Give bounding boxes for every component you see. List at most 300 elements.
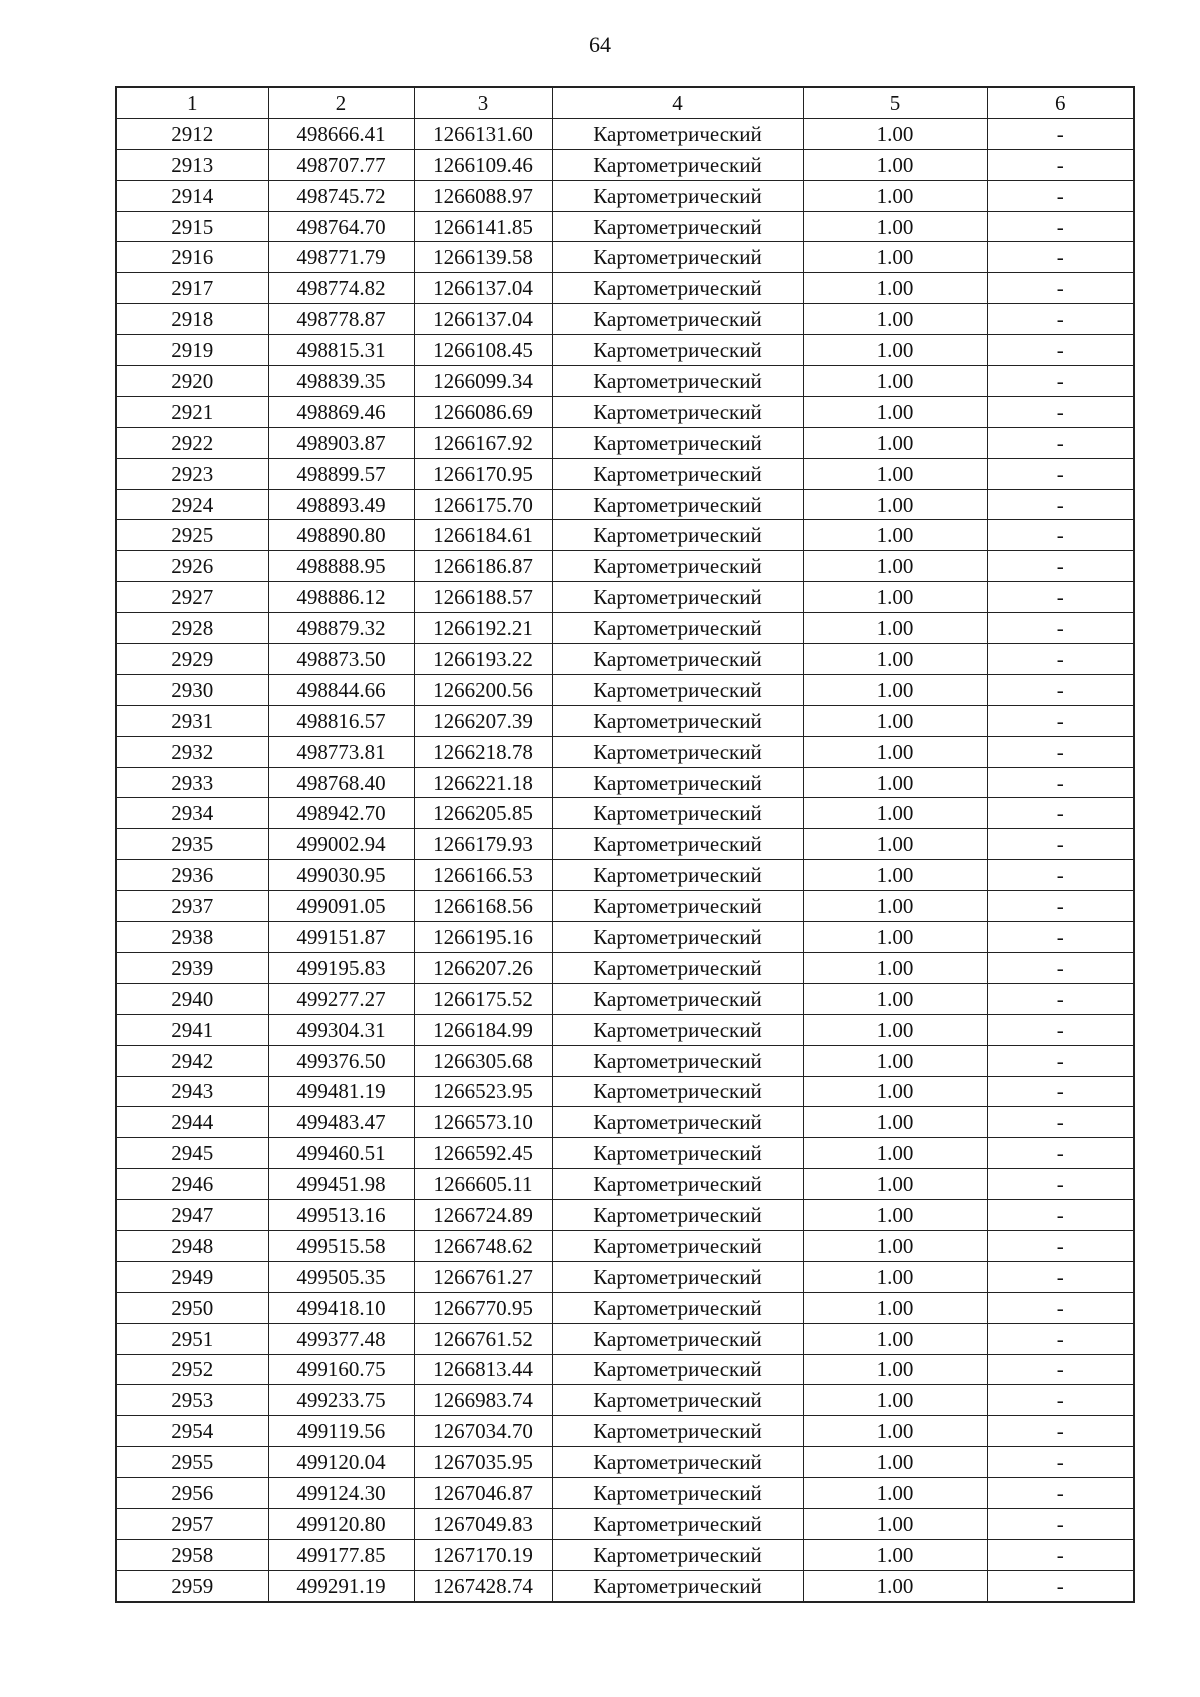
point-number-cell: 2949	[116, 1261, 268, 1292]
point-number-cell: 2953	[116, 1385, 268, 1416]
y-coordinate-cell: 1267046.87	[414, 1478, 552, 1509]
point-number-cell: 2948	[116, 1230, 268, 1261]
accuracy-cell: 1.00	[803, 366, 987, 397]
x-coordinate-cell: 498768.40	[268, 767, 414, 798]
point-number-cell: 2957	[116, 1508, 268, 1539]
point-number-cell: 2927	[116, 582, 268, 613]
description-cell: -	[987, 1478, 1134, 1509]
accuracy-cell: 1.00	[803, 1014, 987, 1045]
method-cell: Картометрический	[552, 674, 803, 705]
method-cell: Картометрический	[552, 1107, 803, 1138]
description-cell: -	[987, 1076, 1134, 1107]
point-number-cell: 2934	[116, 798, 268, 829]
accuracy-cell: 1.00	[803, 860, 987, 891]
description-cell: -	[987, 458, 1134, 489]
point-number-cell: 2933	[116, 767, 268, 798]
description-cell: -	[987, 1169, 1134, 1200]
table-row	[116, 1045, 1134, 1076]
table-row	[116, 983, 1134, 1014]
point-number-cell: 2940	[116, 983, 268, 1014]
accuracy-cell: 1.00	[803, 736, 987, 767]
y-coordinate-cell: 1266305.68	[414, 1045, 552, 1076]
y-coordinate-cell: 1266748.62	[414, 1230, 552, 1261]
table-row	[116, 1076, 1134, 1107]
point-number-cell: 2926	[116, 551, 268, 582]
x-coordinate-cell: 498879.32	[268, 613, 414, 644]
table-row	[116, 489, 1134, 520]
table-row	[116, 644, 1134, 675]
description-cell: -	[987, 891, 1134, 922]
table-row	[116, 1261, 1134, 1292]
accuracy-cell: 1.00	[803, 1261, 987, 1292]
point-number-cell: 2921	[116, 396, 268, 427]
description-cell: -	[987, 1323, 1134, 1354]
accuracy-cell: 1.00	[803, 1570, 987, 1601]
method-cell: Картометрический	[552, 1014, 803, 1045]
description-cell: -	[987, 582, 1134, 613]
accuracy-cell: 1.00	[803, 829, 987, 860]
accuracy-cell: 1.00	[803, 1447, 987, 1478]
table-row	[116, 705, 1134, 736]
method-cell: Картометрический	[552, 613, 803, 644]
accuracy-cell: 1.00	[803, 1230, 987, 1261]
description-cell: -	[987, 1200, 1134, 1231]
method-cell: Картометрический	[552, 582, 803, 613]
method-cell: Картометрический	[552, 520, 803, 551]
accuracy-cell: 1.00	[803, 273, 987, 304]
accuracy-cell: 1.00	[803, 1138, 987, 1169]
y-coordinate-cell: 1266088.97	[414, 180, 552, 211]
accuracy-cell: 1.00	[803, 458, 987, 489]
point-number-cell: 2919	[116, 335, 268, 366]
x-coordinate-cell: 498745.72	[268, 180, 414, 211]
table-row	[116, 180, 1134, 211]
method-cell: Картометрический	[552, 705, 803, 736]
method-cell: Картометрический	[552, 273, 803, 304]
method-cell: Картометрический	[552, 1076, 803, 1107]
y-coordinate-cell: 1267035.95	[414, 1447, 552, 1478]
x-coordinate-cell: 498816.57	[268, 705, 414, 736]
description-cell: -	[987, 366, 1134, 397]
x-coordinate-cell: 498707.77	[268, 149, 414, 180]
y-coordinate-cell: 1266139.58	[414, 242, 552, 273]
method-cell: Картометрический	[552, 1478, 803, 1509]
accuracy-cell: 1.00	[803, 304, 987, 335]
y-coordinate-cell: 1266099.34	[414, 366, 552, 397]
table-row	[116, 1107, 1134, 1138]
x-coordinate-cell: 498764.70	[268, 211, 414, 242]
method-cell: Картометрический	[552, 335, 803, 366]
method-cell: Картометрический	[552, 983, 803, 1014]
table-row	[116, 396, 1134, 427]
accuracy-cell: 1.00	[803, 335, 987, 366]
table-header-row	[116, 87, 1134, 118]
accuracy-cell: 1.00	[803, 922, 987, 953]
description-cell: -	[987, 1354, 1134, 1385]
y-coordinate-cell: 1266086.69	[414, 396, 552, 427]
description-cell: -	[987, 1014, 1134, 1045]
accuracy-cell: 1.00	[803, 242, 987, 273]
point-number-cell: 2920	[116, 366, 268, 397]
description-cell: -	[987, 427, 1134, 458]
y-coordinate-cell: 1267034.70	[414, 1416, 552, 1447]
x-coordinate-cell: 499120.04	[268, 1447, 414, 1478]
point-number-cell: 2943	[116, 1076, 268, 1107]
description-cell: -	[987, 705, 1134, 736]
table-row	[116, 304, 1134, 335]
accuracy-cell: 1.00	[803, 582, 987, 613]
accuracy-cell: 1.00	[803, 1045, 987, 1076]
accuracy-cell: 1.00	[803, 767, 987, 798]
method-cell: Картометрический	[552, 1292, 803, 1323]
description-cell: -	[987, 1045, 1134, 1076]
x-coordinate-cell: 499151.87	[268, 922, 414, 953]
point-number-cell: 2912	[116, 118, 268, 149]
table-row	[116, 1539, 1134, 1570]
method-cell: Картометрический	[552, 952, 803, 983]
description-cell: -	[987, 736, 1134, 767]
x-coordinate-cell: 499091.05	[268, 891, 414, 922]
y-coordinate-cell: 1266175.70	[414, 489, 552, 520]
method-cell: Картометрический	[552, 1323, 803, 1354]
x-coordinate-cell: 498869.46	[268, 396, 414, 427]
column-header-1: 1	[116, 87, 268, 118]
method-cell: Картометрический	[552, 1138, 803, 1169]
method-cell: Картометрический	[552, 1416, 803, 1447]
description-cell: -	[987, 551, 1134, 582]
method-cell: Картометрический	[552, 1385, 803, 1416]
accuracy-cell: 1.00	[803, 1292, 987, 1323]
point-number-cell: 2956	[116, 1478, 268, 1509]
table-row	[116, 1508, 1134, 1539]
y-coordinate-cell: 1266813.44	[414, 1354, 552, 1385]
point-number-cell: 2942	[116, 1045, 268, 1076]
table-row	[116, 736, 1134, 767]
point-number-cell: 2947	[116, 1200, 268, 1231]
description-cell: -	[987, 1416, 1134, 1447]
table-row	[116, 1200, 1134, 1231]
x-coordinate-cell: 498893.49	[268, 489, 414, 520]
y-coordinate-cell: 1266179.93	[414, 829, 552, 860]
description-cell: -	[987, 273, 1134, 304]
description-cell: -	[987, 644, 1134, 675]
method-cell: Картометрический	[552, 1354, 803, 1385]
x-coordinate-cell: 499277.27	[268, 983, 414, 1014]
y-coordinate-cell: 1266207.39	[414, 705, 552, 736]
accuracy-cell: 1.00	[803, 427, 987, 458]
x-coordinate-cell: 499030.95	[268, 860, 414, 891]
description-cell: -	[987, 1230, 1134, 1261]
point-number-cell: 2930	[116, 674, 268, 705]
x-coordinate-cell: 498899.57	[268, 458, 414, 489]
description-cell: -	[987, 149, 1134, 180]
accuracy-cell: 1.00	[803, 118, 987, 149]
point-number-cell: 2939	[116, 952, 268, 983]
table-row	[116, 891, 1134, 922]
description-cell: -	[987, 829, 1134, 860]
column-header-2: 2	[268, 87, 414, 118]
point-number-cell: 2951	[116, 1323, 268, 1354]
description-cell: -	[987, 1539, 1134, 1570]
x-coordinate-cell: 499160.75	[268, 1354, 414, 1385]
x-coordinate-cell: 498903.87	[268, 427, 414, 458]
description-cell: -	[987, 767, 1134, 798]
table-row	[116, 1014, 1134, 1045]
point-number-cell: 2959	[116, 1570, 268, 1601]
y-coordinate-cell: 1267170.19	[414, 1539, 552, 1570]
accuracy-cell: 1.00	[803, 1169, 987, 1200]
x-coordinate-cell: 498778.87	[268, 304, 414, 335]
point-number-cell: 2913	[116, 149, 268, 180]
table-row	[116, 1447, 1134, 1478]
y-coordinate-cell: 1266137.04	[414, 304, 552, 335]
point-number-cell: 2925	[116, 520, 268, 551]
page-number: 64	[589, 32, 611, 57]
table-row	[116, 458, 1134, 489]
y-coordinate-cell: 1266592.45	[414, 1138, 552, 1169]
point-number-cell: 2928	[116, 613, 268, 644]
method-cell: Картометрический	[552, 1045, 803, 1076]
y-coordinate-cell: 1266188.57	[414, 582, 552, 613]
table-row	[116, 1478, 1134, 1509]
accuracy-cell: 1.00	[803, 1107, 987, 1138]
accuracy-cell: 1.00	[803, 613, 987, 644]
description-cell: -	[987, 1447, 1134, 1478]
y-coordinate-cell: 1266109.46	[414, 149, 552, 180]
x-coordinate-cell: 499481.19	[268, 1076, 414, 1107]
method-cell: Картометрический	[552, 1508, 803, 1539]
y-coordinate-cell: 1266195.16	[414, 922, 552, 953]
y-coordinate-cell: 1266761.27	[414, 1261, 552, 1292]
point-number-cell: 2918	[116, 304, 268, 335]
y-coordinate-cell: 1266186.87	[414, 551, 552, 582]
y-coordinate-cell: 1266573.10	[414, 1107, 552, 1138]
y-coordinate-cell: 1266221.18	[414, 767, 552, 798]
x-coordinate-cell: 499002.94	[268, 829, 414, 860]
description-cell: -	[987, 396, 1134, 427]
table-row	[116, 118, 1134, 149]
point-number-cell: 2929	[116, 644, 268, 675]
method-cell: Картометрический	[552, 736, 803, 767]
table-row	[116, 1570, 1134, 1601]
coordinates-table	[115, 86, 1135, 1603]
x-coordinate-cell: 499515.58	[268, 1230, 414, 1261]
y-coordinate-cell: 1266192.21	[414, 613, 552, 644]
x-coordinate-cell: 499119.56	[268, 1416, 414, 1447]
y-coordinate-cell: 1266200.56	[414, 674, 552, 705]
table-row	[116, 335, 1134, 366]
table-row	[116, 273, 1134, 304]
description-cell: -	[987, 335, 1134, 366]
y-coordinate-cell: 1266184.99	[414, 1014, 552, 1045]
table-row	[116, 520, 1134, 551]
description-cell: -	[987, 1508, 1134, 1539]
method-cell: Картометрический	[552, 458, 803, 489]
table-row	[116, 1138, 1134, 1169]
point-number-cell: 2945	[116, 1138, 268, 1169]
x-coordinate-cell: 499513.16	[268, 1200, 414, 1231]
accuracy-cell: 1.00	[803, 211, 987, 242]
point-number-cell: 2931	[116, 705, 268, 736]
column-header-5: 5	[803, 87, 987, 118]
y-coordinate-cell: 1266166.53	[414, 860, 552, 891]
method-cell: Картометрический	[552, 396, 803, 427]
point-number-cell: 2916	[116, 242, 268, 273]
x-coordinate-cell: 498873.50	[268, 644, 414, 675]
y-coordinate-cell: 1266167.92	[414, 427, 552, 458]
description-cell: -	[987, 798, 1134, 829]
description-cell: -	[987, 674, 1134, 705]
y-coordinate-cell: 1267049.83	[414, 1508, 552, 1539]
y-coordinate-cell: 1266175.52	[414, 983, 552, 1014]
y-coordinate-cell: 1266770.95	[414, 1292, 552, 1323]
x-coordinate-cell: 499291.19	[268, 1570, 414, 1601]
method-cell: Картометрический	[552, 551, 803, 582]
y-coordinate-cell: 1266205.85	[414, 798, 552, 829]
method-cell: Картометрический	[552, 366, 803, 397]
description-cell: -	[987, 242, 1134, 273]
y-coordinate-cell: 1266983.74	[414, 1385, 552, 1416]
accuracy-cell: 1.00	[803, 1539, 987, 1570]
accuracy-cell: 1.00	[803, 1508, 987, 1539]
method-cell: Картометрический	[552, 304, 803, 335]
accuracy-cell: 1.00	[803, 149, 987, 180]
description-cell: -	[987, 613, 1134, 644]
accuracy-cell: 1.00	[803, 551, 987, 582]
description-cell: -	[987, 922, 1134, 953]
point-number-cell: 2955	[116, 1447, 268, 1478]
table-row	[116, 242, 1134, 273]
method-cell: Картометрический	[552, 1261, 803, 1292]
x-coordinate-cell: 499304.31	[268, 1014, 414, 1045]
x-coordinate-cell: 499120.80	[268, 1508, 414, 1539]
y-coordinate-cell: 1266207.26	[414, 952, 552, 983]
x-coordinate-cell: 499451.98	[268, 1169, 414, 1200]
point-number-cell: 2917	[116, 273, 268, 304]
y-coordinate-cell: 1266193.22	[414, 644, 552, 675]
x-coordinate-cell: 499195.83	[268, 952, 414, 983]
table-row	[116, 149, 1134, 180]
table-row	[116, 1354, 1134, 1385]
x-coordinate-cell: 498942.70	[268, 798, 414, 829]
x-coordinate-cell: 498844.66	[268, 674, 414, 705]
y-coordinate-cell: 1266523.95	[414, 1076, 552, 1107]
method-cell: Картометрический	[552, 489, 803, 520]
point-number-cell: 2937	[116, 891, 268, 922]
description-cell: -	[987, 118, 1134, 149]
accuracy-cell: 1.00	[803, 798, 987, 829]
table-row	[116, 767, 1134, 798]
accuracy-cell: 1.00	[803, 705, 987, 736]
accuracy-cell: 1.00	[803, 674, 987, 705]
y-coordinate-cell: 1266141.85	[414, 211, 552, 242]
point-number-cell: 2941	[116, 1014, 268, 1045]
accuracy-cell: 1.00	[803, 1323, 987, 1354]
method-cell: Картометрический	[552, 644, 803, 675]
point-number-cell: 2950	[116, 1292, 268, 1323]
y-coordinate-cell: 1266761.52	[414, 1323, 552, 1354]
method-cell: Картометрический	[552, 922, 803, 953]
table-body	[116, 118, 1134, 1601]
description-cell: -	[987, 952, 1134, 983]
description-cell: -	[987, 489, 1134, 520]
point-number-cell: 2938	[116, 922, 268, 953]
x-coordinate-cell: 498815.31	[268, 335, 414, 366]
table-row	[116, 1416, 1134, 1447]
table-row	[116, 829, 1134, 860]
table-row	[116, 211, 1134, 242]
accuracy-cell: 1.00	[803, 644, 987, 675]
table-row	[116, 952, 1134, 983]
method-cell: Картометрический	[552, 1200, 803, 1231]
point-number-cell: 2954	[116, 1416, 268, 1447]
accuracy-cell: 1.00	[803, 952, 987, 983]
method-cell: Картометрический	[552, 149, 803, 180]
description-cell: -	[987, 1107, 1134, 1138]
x-coordinate-cell: 498771.79	[268, 242, 414, 273]
y-coordinate-cell: 1266108.45	[414, 335, 552, 366]
method-cell: Картометрический	[552, 1570, 803, 1601]
description-cell: -	[987, 860, 1134, 891]
point-number-cell: 2932	[116, 736, 268, 767]
y-coordinate-cell: 1267428.74	[414, 1570, 552, 1601]
description-cell: -	[987, 1570, 1134, 1601]
table-row	[116, 613, 1134, 644]
method-cell: Картометрический	[552, 1169, 803, 1200]
accuracy-cell: 1.00	[803, 983, 987, 1014]
table-row	[116, 1385, 1134, 1416]
accuracy-cell: 1.00	[803, 1354, 987, 1385]
point-number-cell: 2915	[116, 211, 268, 242]
table-row	[116, 860, 1134, 891]
x-coordinate-cell: 499505.35	[268, 1261, 414, 1292]
table-row	[116, 1323, 1134, 1354]
method-cell: Картометрический	[552, 1539, 803, 1570]
point-number-cell: 2946	[116, 1169, 268, 1200]
x-coordinate-cell: 499124.30	[268, 1478, 414, 1509]
description-cell: -	[987, 180, 1134, 211]
table-row	[116, 1292, 1134, 1323]
column-header-4: 4	[552, 87, 803, 118]
accuracy-cell: 1.00	[803, 1076, 987, 1107]
column-header-6: 6	[987, 87, 1134, 118]
method-cell: Картометрический	[552, 211, 803, 242]
y-coordinate-cell: 1266724.89	[414, 1200, 552, 1231]
method-cell: Картометрический	[552, 798, 803, 829]
accuracy-cell: 1.00	[803, 1200, 987, 1231]
description-cell: -	[987, 1385, 1134, 1416]
method-cell: Картометрический	[552, 1230, 803, 1261]
method-cell: Картометрический	[552, 829, 803, 860]
method-cell: Картометрический	[552, 118, 803, 149]
y-coordinate-cell: 1266184.61	[414, 520, 552, 551]
table-row	[116, 551, 1134, 582]
point-number-cell: 2935	[116, 829, 268, 860]
description-cell: -	[987, 520, 1134, 551]
y-coordinate-cell: 1266170.95	[414, 458, 552, 489]
x-coordinate-cell: 499377.48	[268, 1323, 414, 1354]
method-cell: Картометрический	[552, 767, 803, 798]
accuracy-cell: 1.00	[803, 489, 987, 520]
method-cell: Картометрический	[552, 180, 803, 211]
point-number-cell: 2923	[116, 458, 268, 489]
x-coordinate-cell: 498888.95	[268, 551, 414, 582]
accuracy-cell: 1.00	[803, 1385, 987, 1416]
description-cell: -	[987, 1292, 1134, 1323]
y-coordinate-cell: 1266137.04	[414, 273, 552, 304]
description-cell: -	[987, 304, 1134, 335]
x-coordinate-cell: 498890.80	[268, 520, 414, 551]
